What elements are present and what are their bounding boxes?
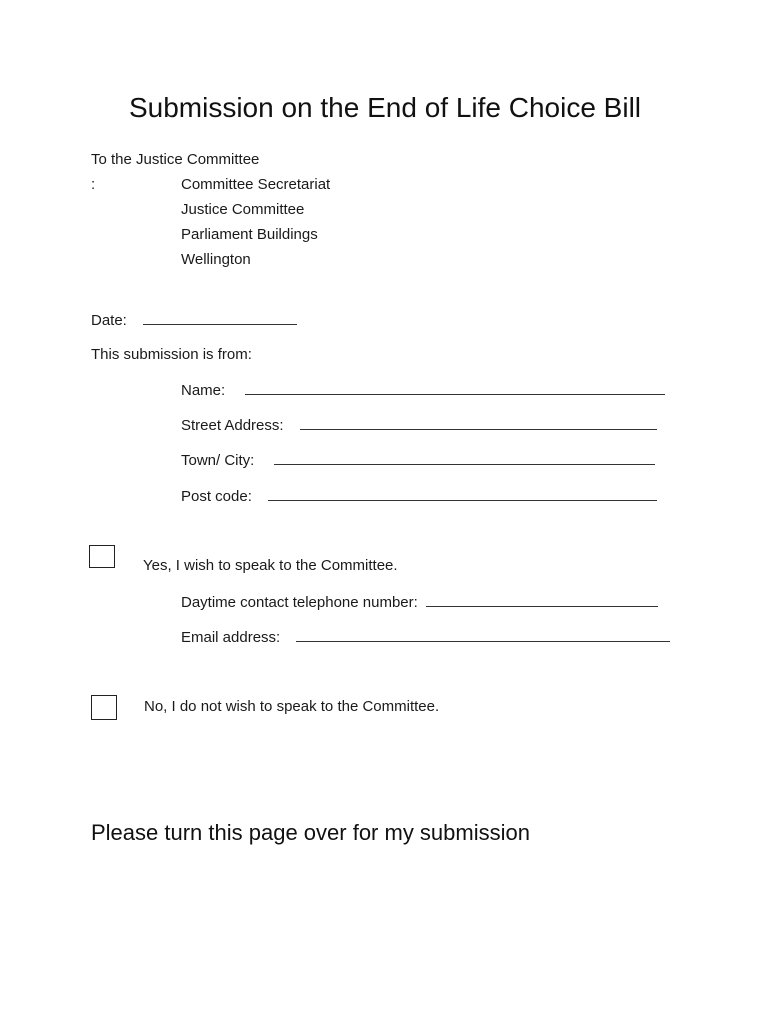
address-line-buildings: Parliament Buildings: [181, 226, 318, 243]
email-field[interactable]: [296, 628, 670, 642]
address-line-city: Wellington: [181, 251, 251, 268]
addressee-colon: :: [91, 176, 96, 193]
name-field[interactable]: [245, 381, 665, 395]
email-label: Email address:: [181, 629, 281, 646]
street-row: [181, 416, 657, 435]
town-row: [181, 451, 655, 470]
page-title: Submission on the End of Life Choice Bill: [128, 92, 642, 123]
speak-no-checkbox[interactable]: [91, 695, 117, 720]
name-label: Name:: [181, 382, 226, 399]
postcode-label: Post code:: [181, 488, 252, 505]
town-city-field[interactable]: [274, 451, 655, 465]
phone-row: [181, 593, 658, 612]
submission-from-label: This submission is from:: [91, 346, 252, 363]
email-row: [181, 628, 670, 647]
date-label: Date:: [91, 312, 127, 329]
date-row: [91, 311, 297, 330]
turn-page-note: Please turn this page over for my submission: [91, 820, 530, 845]
addressee-line: To the Justice Committee: [91, 151, 260, 168]
street-address-field[interactable]: [300, 416, 657, 430]
address-line-committee: Justice Committee: [181, 201, 305, 218]
speak-yes-label: Yes, I wish to speak to the Committee.: [143, 557, 398, 574]
phone-label: Daytime contact telephone number:: [181, 594, 418, 611]
town-label: Town/ City:: [181, 452, 255, 469]
phone-field[interactable]: [426, 593, 658, 607]
postcode-field[interactable]: [268, 487, 657, 501]
address-line-secretariat: Committee Secretariat: [181, 176, 331, 193]
street-label: Street Address:: [181, 417, 284, 434]
postcode-row: [181, 487, 657, 506]
speak-no-label: No, I do not wish to speak to the Committee.: [144, 698, 440, 715]
name-row: [181, 381, 665, 400]
speak-yes-checkbox[interactable]: [89, 545, 115, 568]
date-field[interactable]: [143, 311, 297, 325]
